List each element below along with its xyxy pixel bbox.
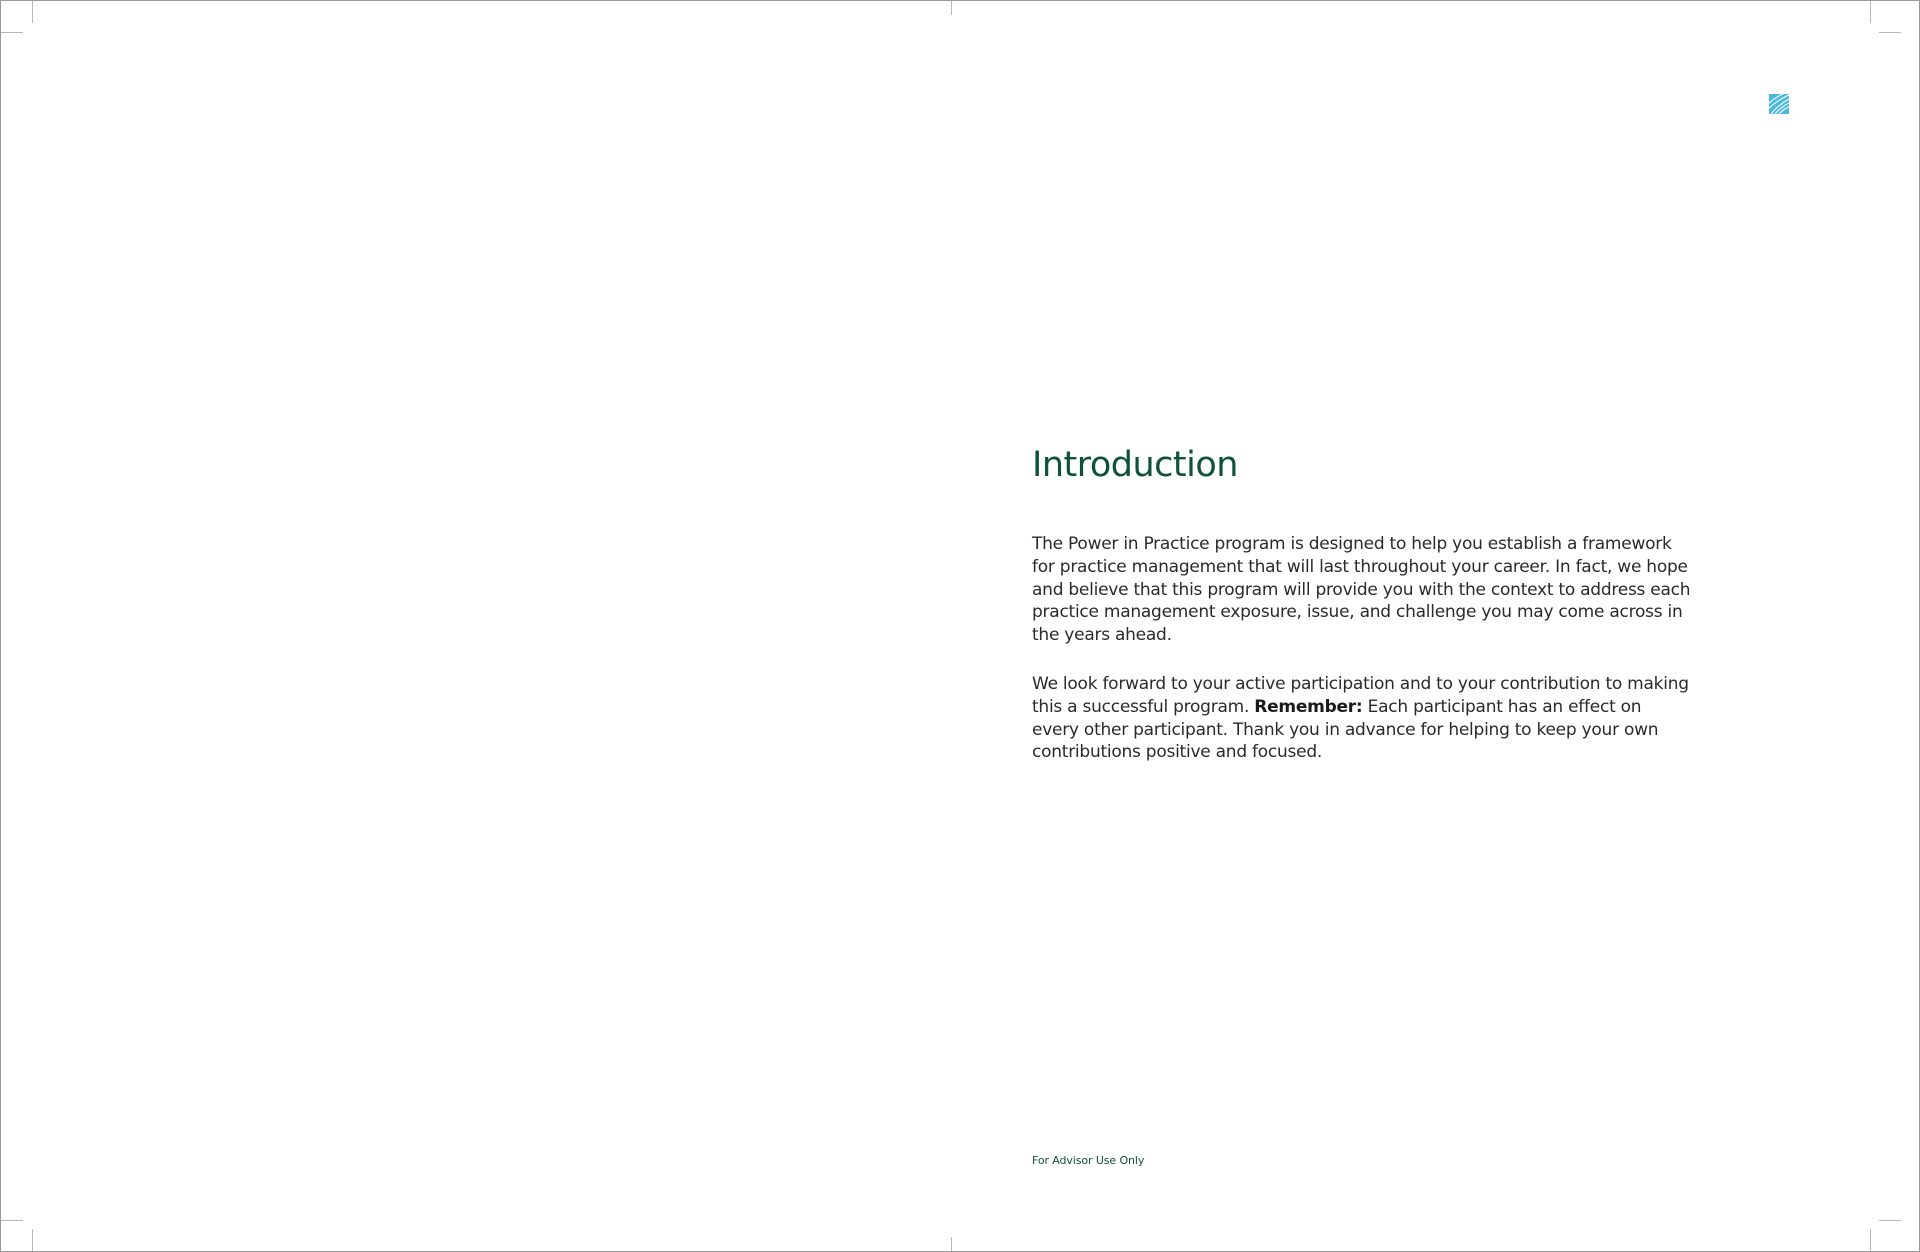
footer-disclaimer: For Advisor Use Only [1032, 1154, 1145, 1167]
crop-mark [951, 1, 952, 15]
crop-mark [1870, 1229, 1871, 1251]
introduction-section [1032, 441, 1692, 764]
participation-lead-text: We look forward to your active participation and to your contribution to making this a successful program. [1032, 673, 1689, 717]
crop-mark [32, 1, 33, 23]
intro-paragraph: The Power in Practice program is designed to help you establish a framework for practice management that will last throughout your career. In fact, we hope and believe that this program will provide you with the context to address each practice management exposure, issue, and challenge you may come across in the years ahead. [1032, 534, 1691, 646]
crop-mark [1, 1220, 23, 1221]
crop-mark [32, 1229, 33, 1251]
remember-emphasis: Remember: [1254, 696, 1363, 717]
crop-mark [1879, 1220, 1901, 1221]
crop-mark [1879, 32, 1901, 33]
participation-paragraph [1032, 673, 1692, 764]
crop-mark [1, 32, 23, 33]
page-title: Introduction [1032, 445, 1238, 485]
crop-mark [951, 1237, 952, 1251]
striped-square-logo-icon [1769, 94, 1789, 114]
crop-mark [1870, 1, 1871, 23]
participation-rest-text: Each participant has an effect on every other participant. Thank you in advance for helping to keep your own contributions positive and focused. [1032, 696, 1659, 763]
